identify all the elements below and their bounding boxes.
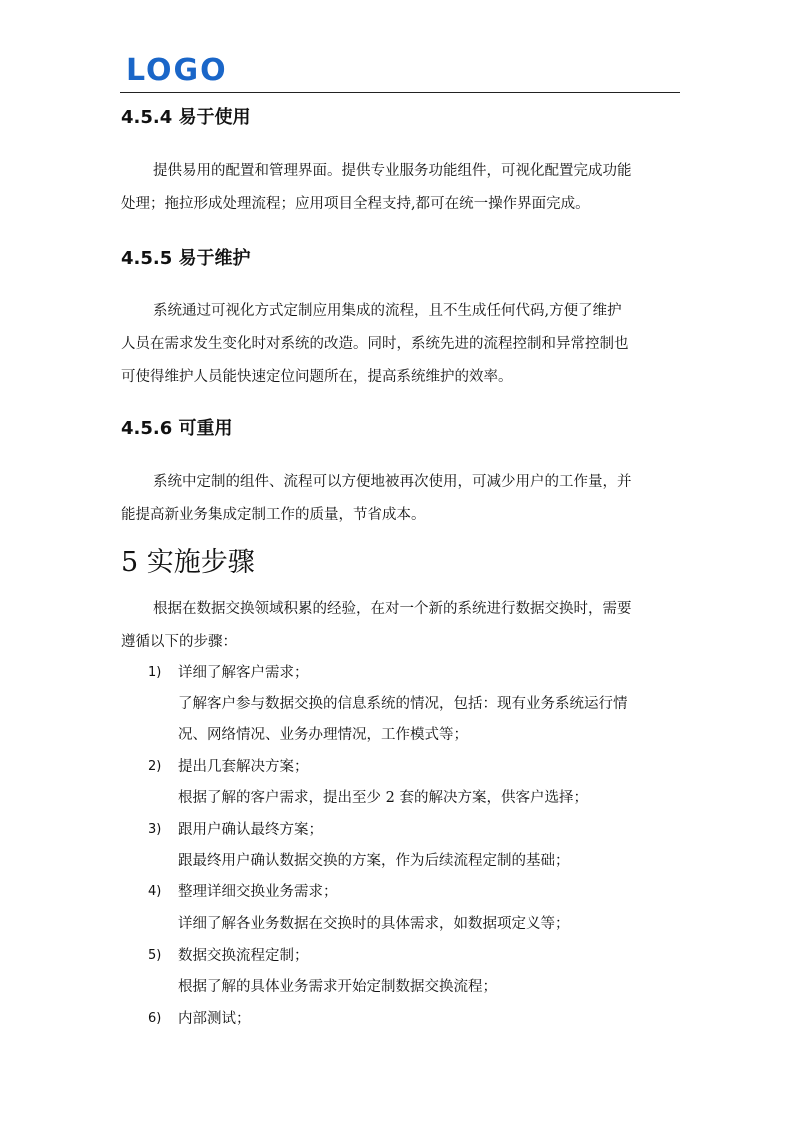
paragraph-line: 处理；拖拉形成处理流程；应用项目全程支持,都可在统一操作界面完成。 <box>121 196 590 212</box>
paragraph-line: 遵循以下的步骤： <box>121 634 237 650</box>
step-number: 1) <box>148 665 162 680</box>
section-paragraph-4-5-4 <box>121 155 683 221</box>
step-description: 根据了解的客户需求，提出至少 2 套的解决方案，供客户选择； <box>178 790 588 806</box>
paragraph-line: 能提高新业务集成定制工作的质量，节省成本。 <box>121 507 426 523</box>
step-description: 了解客户参与数据交换的信息系统的情况，包括：现有业务系统运行情 <box>178 696 628 712</box>
paragraph-line: 人员在需求发生变化时对系统的改造。同时，系统先进的流程控制和异常控制也 <box>121 336 629 352</box>
step-description: 跟最终用户确认数据交换的方案，作为后续流程定制的基础； <box>178 853 570 869</box>
step-description: 根据了解的具体业务需求开始定制数据交换流程； <box>178 979 497 995</box>
step-description: 况、网络情况、业务办理情况，工作模式等； <box>178 727 468 743</box>
paragraph-line: 可使得维护人员能快速定位问题所在，提高系统维护的效率。 <box>121 369 513 385</box>
section-heading-4-5-4: 4.5.4 易于使用 <box>121 107 251 128</box>
step-number: 3) <box>148 822 162 837</box>
paragraph-line: 提供易用的配置和管理界面。提供专业服务功能组件，可视化配置完成功能 <box>153 163 632 179</box>
chapter-intro <box>121 593 683 659</box>
paragraph-line: 系统中定制的组件、流程可以方便地被再次使用，可减少用户的工作量，并 <box>153 474 632 490</box>
step-number: 2) <box>148 759 162 774</box>
section-paragraph-4-5-5 <box>121 295 683 394</box>
step-description: 详细了解各业务数据在交换时的具体需求，如数据项定义等； <box>178 916 570 932</box>
paragraph-line: 根据在数据交换领域积累的经验，在对一个新的系统进行数据交换时，需要 <box>153 601 632 617</box>
logo: LOGO <box>126 53 228 88</box>
step-title: 内部测试； <box>178 1011 251 1027</box>
section-paragraph-4-5-6 <box>121 466 683 532</box>
step-number: 4) <box>148 884 162 899</box>
step-title: 整理详细交换业务需求； <box>178 884 338 900</box>
step-number: 6) <box>148 1011 162 1026</box>
step-title: 数据交换流程定制； <box>178 948 309 964</box>
page-header <box>120 50 680 93</box>
step-title: 跟用户确认最终方案； <box>178 822 323 838</box>
paragraph-line: 系统通过可视化方式定制应用集成的流程，且不生成任何代码,方便了维护 <box>153 303 622 319</box>
step-title: 提出几套解决方案； <box>178 759 309 775</box>
section-heading-4-5-6: 4.5.6 可重用 <box>121 418 233 439</box>
chapter-heading: 5 实施步骤 <box>121 547 255 578</box>
step-title: 详细了解客户需求； <box>178 665 309 681</box>
section-heading-4-5-5: 4.5.5 易于维护 <box>121 248 251 269</box>
step-number: 5) <box>148 948 162 963</box>
